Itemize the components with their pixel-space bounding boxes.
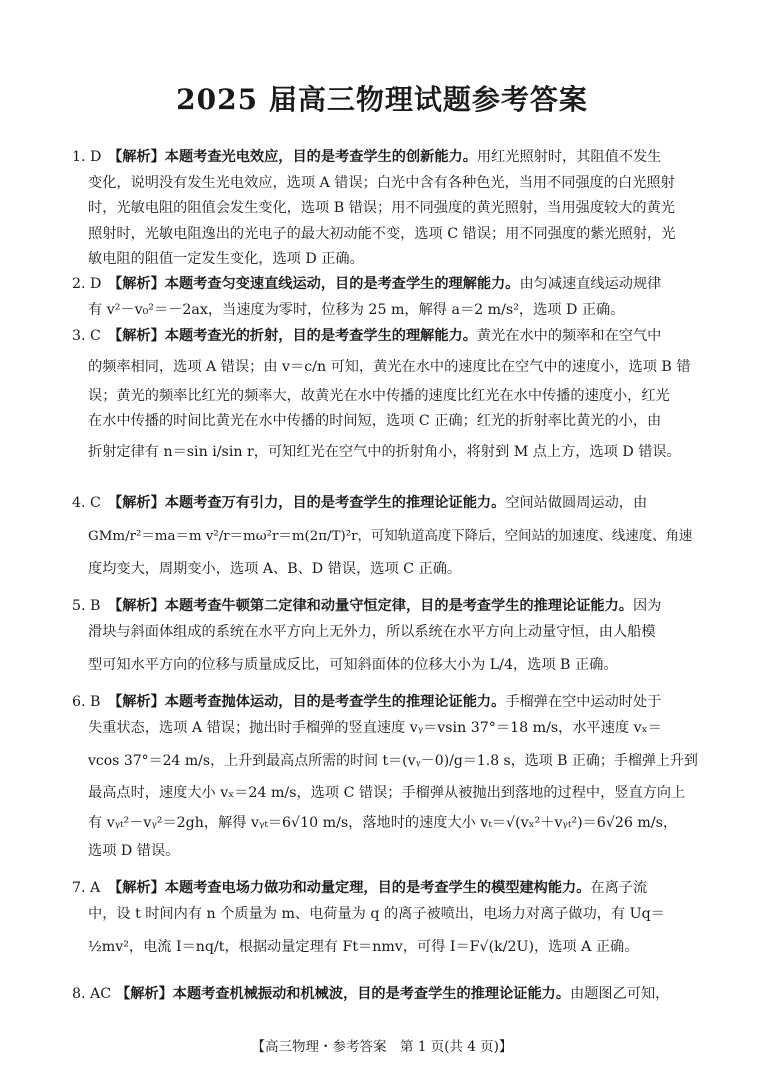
answer-line: 滑块与斜面体组成的系统在水平方向上无外力，所以系统在水平方向上动量守恒，由人船模 xyxy=(88,623,656,640)
answer-line: 照射时，光敏电阻逸出的光电子的最大初动能不变，选项 C 错误；用不同强度的紫光照射，光 xyxy=(88,225,676,242)
answer-line: 因为 xyxy=(632,598,662,614)
answer-line: 失重状态，选项 A 错误；抛出时手榴弹的竖直速度 vᵧ＝vsin 37°＝18 m/s，水平速度 vₓ＝ xyxy=(88,719,662,736)
answer-line: ½mv²，电流 I＝nq/t，根据动量定理有 Ft＝nmv，可得 I＝F√(k/2U)，选项 A 正确。 xyxy=(88,939,639,956)
answer-line: GMm/r²＝ma＝m v²/r＝mω²r＝m(2π/T)²r，可知轨道高度下降后，空间站的加速度、线速度、角速 xyxy=(88,528,693,544)
answer-line: 黄光在水中的频率和在空气中 xyxy=(476,328,662,344)
answer-line: 用红光照射时，其阻值不发生 xyxy=(476,149,662,165)
answer-line: 型可知水平方向的位移与质量成反比，可知斜面体的位移大小为 L/4，选项 B 正确。 xyxy=(88,657,618,674)
answer-item-2 xyxy=(72,272,698,323)
answer-number: 4. C xyxy=(72,495,101,511)
answer-line: 敏电阻的阻值一定发生变化，选项 D 正确。 xyxy=(88,251,364,268)
answer-line: 中，设 t 时间内有 n 个质量为 m、电荷量为 q 的离子被喷出，电场力对离子做功，有 Uq＝ xyxy=(88,905,665,922)
answer-line: 折射定律有 n＝sin i/sin r，可知红光在空气中的折射角小，将射到 M 点上方，选项 D 错误。 xyxy=(88,443,681,460)
answer-number: 7. A xyxy=(72,880,101,896)
answer-line: 最高点时，速度大小 vₓ＝24 m/s，选项 C 错误；手榴弹从被抛出到落地的过程中，竖直方向上 xyxy=(88,785,686,802)
answer-line: 在离子流 xyxy=(590,880,648,896)
answer-line: 空间站做圆周运动，由 xyxy=(505,495,648,511)
answer-tag: 【解析】本题考查万有引力，目的是考查学生的推理论证能力。 xyxy=(108,495,506,511)
answer-number: 8. AC xyxy=(72,986,112,1002)
answer-number: 1. D xyxy=(72,149,102,165)
answer-item-3 xyxy=(72,324,698,469)
answer-line: 度均变大，周期变小，选项 A、B、D 错误，选项 C 正确。 xyxy=(88,560,462,577)
answer-line: 误；黄光的频率比红光的频率大，故黄光在水中传播的速度比红光在水中传播的速度小，红光 xyxy=(88,387,670,404)
answer-tag: 【解析】本题考查光的折射，目的是考查学生的理解能力。 xyxy=(108,328,477,344)
answer-tag: 【解析】本题考查匀变速直线运动，目的是考查学生的理解能力。 xyxy=(108,276,520,292)
answer-line: 的频率相同，选项 A 错误；由 v＝c/n 可知，黄光在水中的速度比在空气中的速度小，选项 B 错 xyxy=(88,358,691,375)
answer-tag: 【解析】本题考查机械振动和机械波，目的是考查学生的推理论证能力。 xyxy=(116,986,571,1002)
answer-item-6 xyxy=(72,690,698,864)
answer-line: 时，光敏电阻的阻值会发生变化，选项 B 错误；用不同强度的黄光照射，当用强度较大的黄光 xyxy=(88,200,675,217)
answer-line: 有 v²－v₀²＝－2ax，当速度为零时，位移为 25 m，解得 a＝2 m/s²，选项 D 正确。 xyxy=(88,301,625,318)
answer-tag: 【解析】本题考查光电效应，目的是考查学生的创新能力。 xyxy=(108,149,477,165)
answer-number: 2. D xyxy=(72,276,102,292)
answer-line: 变化，说明没有发生光电效应，选项 A 错误；白光中含有各种色光，当用不同强度的白光照射 xyxy=(88,174,675,191)
answer-item-5 xyxy=(72,594,698,685)
page-title: 2025 届高三物理试题参考答案 xyxy=(176,83,588,116)
answer-tag: 【解析】本题考查抛体运动，目的是考查学生的推理论证能力。 xyxy=(108,694,506,710)
answer-line: 在水中传播的时间比黄光在水中传播的时间短，选项 C 正确；红光的折射率比黄光的小，由 xyxy=(88,413,662,430)
answer-number: 5. B xyxy=(72,598,101,614)
answer-line: 有 vᵧₜ²－vᵧ²＝2gh，解得 vᵧₜ＝6√10 m/s，落地时的速度大小 vₜ＝√(vₓ²＋vᵧₜ²)＝6√26 m/s， xyxy=(88,814,678,831)
answer-item-1 xyxy=(72,145,698,273)
answer-number: 6. B xyxy=(72,694,101,710)
answer-number: 3. C xyxy=(72,328,101,344)
answer-tag: 【解析】本题考查牛顿第二定律和动量守恒定律，目的是考查学生的推理论证能力。 xyxy=(108,598,633,614)
page-footer: 【高三物理・参考答案 第 1 页(共 4 页)】 xyxy=(251,1039,513,1055)
answer-line: 由题图乙可知， xyxy=(570,986,670,1002)
answer-item-7 xyxy=(72,876,698,967)
answer-line: 手榴弹在空中运动时处于 xyxy=(505,694,662,710)
answer-line: 选项 D 错误。 xyxy=(88,842,180,859)
answer-item-4 xyxy=(72,491,698,582)
answer-item-8 xyxy=(72,982,698,1008)
answer-line: vcos 37°＝24 m/s，上升到最高点所需的时间 t＝(vᵧ－0)/g＝1.8 s，选项 B 正确；手榴弹上升到 xyxy=(88,753,698,770)
answer-line: 由匀减速直线运动规律 xyxy=(519,276,662,292)
answer-tag: 【解析】本题考查电场力做功和动量定理，目的是考查学生的模型建构能力。 xyxy=(108,880,591,896)
